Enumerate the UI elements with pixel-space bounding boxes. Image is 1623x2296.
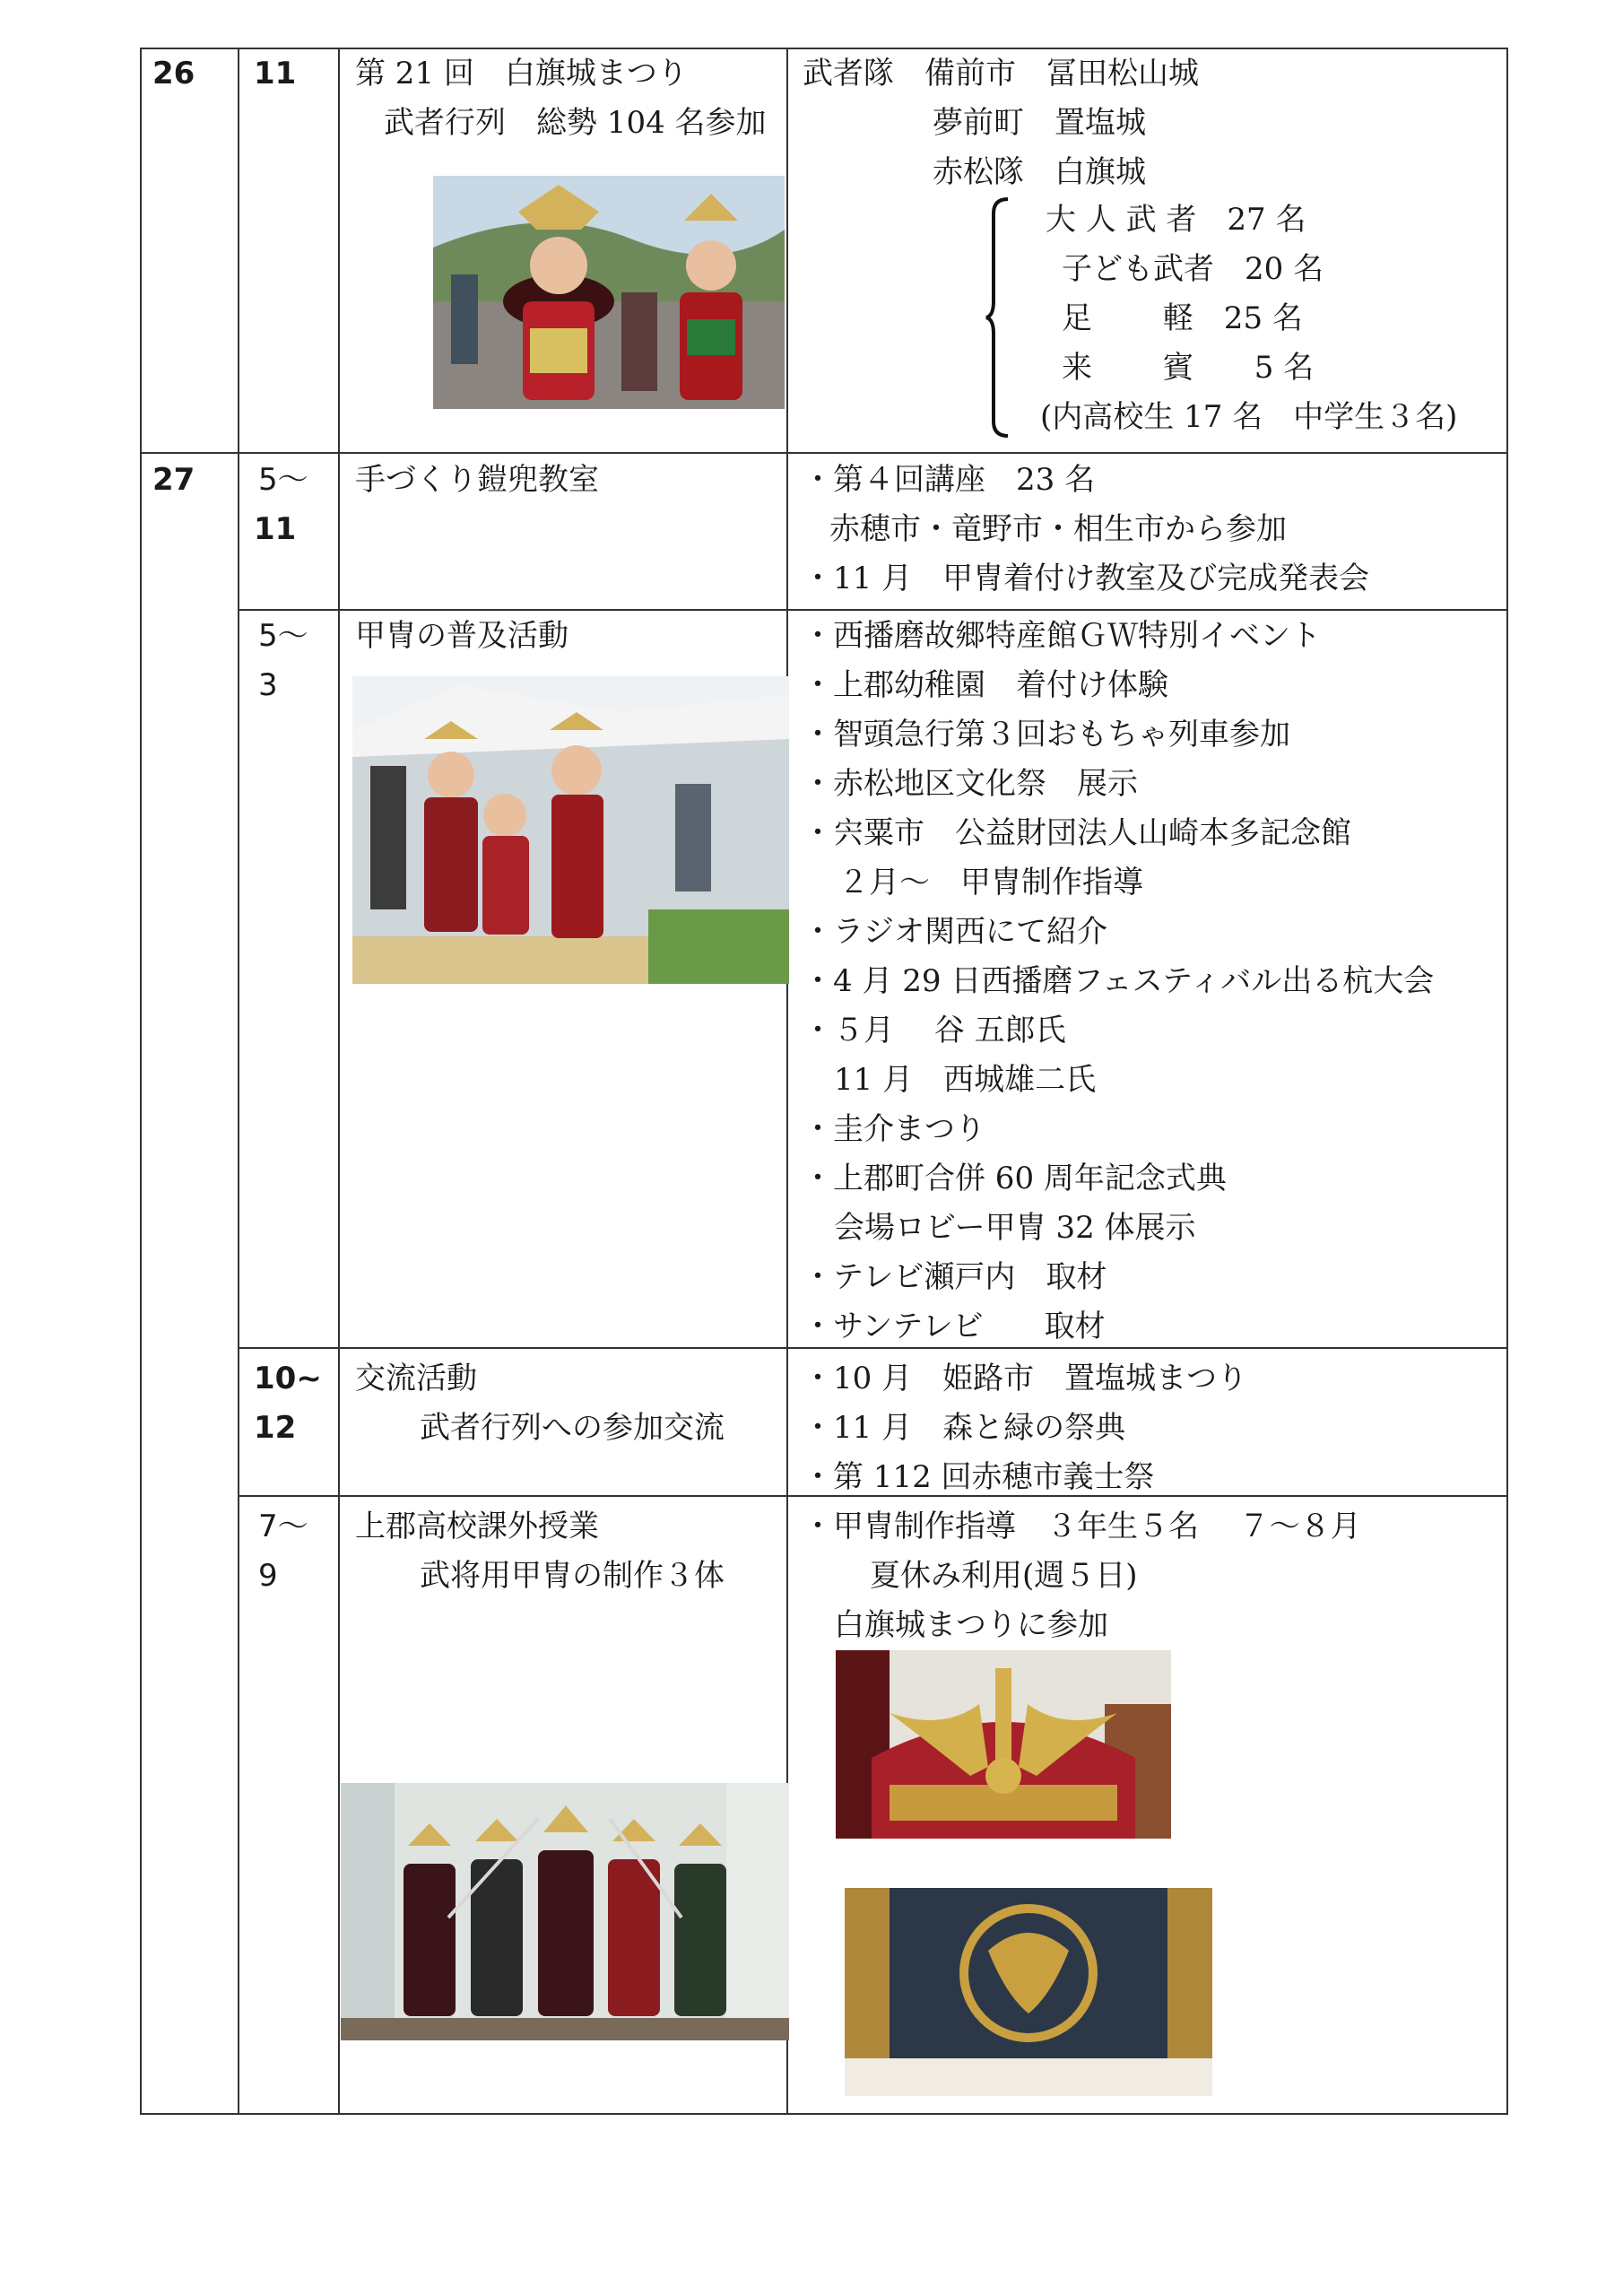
detail-line: 武者隊 備前市 冨田松山城 bbox=[803, 56, 1199, 91]
detail-line: ・上郡町合併 60 周年記念式典 bbox=[803, 1161, 1227, 1196]
event-title: 第 21 回 白旗城まつり bbox=[355, 56, 688, 91]
month-cell: 9 bbox=[258, 1558, 278, 1594]
detail-line: ・赤松地区文化祭 展示 bbox=[803, 766, 1138, 802]
detail-line: 子ども武者 20 名 bbox=[1062, 251, 1324, 287]
year-cell: 27 bbox=[152, 462, 195, 498]
detail-line: ・11 月 森と緑の祭典 bbox=[803, 1410, 1126, 1446]
month-cell: 11 bbox=[254, 511, 297, 547]
detail-line: ・宍粟市 公益財団法人山崎本多記念館 bbox=[803, 815, 1351, 851]
curly-brace bbox=[985, 196, 1011, 439]
detail-line: ・11 月 甲冑着付け教室及び完成発表会 bbox=[803, 561, 1370, 596]
detail-line: 大 人 武 者 27 名 bbox=[1046, 202, 1306, 238]
detail-line: ・サンテレビ 取材 bbox=[803, 1309, 1106, 1344]
photo-kabuto-helmet bbox=[836, 1650, 1171, 1839]
detail-line: ・テレビ瀬戸内 取材 bbox=[803, 1259, 1107, 1295]
month-cell: 10~ bbox=[254, 1361, 322, 1396]
photo-students-armor-group bbox=[341, 1783, 789, 2040]
detail-line: ・圭介まつり bbox=[803, 1111, 985, 1147]
event-title: 交流活動 bbox=[355, 1361, 477, 1396]
detail-line: 11 月 西城雄二氏 bbox=[834, 1062, 1097, 1098]
detail-line: 足 軽 25 名 bbox=[1062, 300, 1303, 336]
month-cell: 12 bbox=[254, 1410, 297, 1446]
detail-line: ２月～ 甲冑制作指導 bbox=[838, 865, 1143, 900]
detail-line: ・智頭急行第３回おもちゃ列車参加 bbox=[803, 717, 1290, 752]
month-cell: 7～ bbox=[258, 1509, 308, 1544]
detail-line: 夢前町 置塩城 bbox=[933, 105, 1146, 141]
detail-line: 夏休み利用(週５日) bbox=[870, 1558, 1138, 1594]
photo-children-armor-tent bbox=[352, 676, 789, 984]
detail-line: ・4 月 29 日西播磨フェスティバル出る杭大会 bbox=[803, 963, 1435, 999]
year-cell: 26 bbox=[152, 56, 195, 91]
detail-line: 赤穂市・竜野市・相生市から参加 bbox=[829, 511, 1287, 547]
detail-line: 白旗城まつりに参加 bbox=[834, 1607, 1108, 1643]
detail-line: ・甲冑制作指導 ３年生５名 ７～８月 bbox=[803, 1509, 1361, 1544]
month-cell: 11 bbox=[254, 56, 297, 91]
event-title: 甲冑の普及活動 bbox=[355, 618, 568, 654]
event-title: 手づくり鎧兜教室 bbox=[355, 462, 599, 498]
photo-armor-crest bbox=[845, 1888, 1212, 2096]
detail-line: ・第４回講座 23 名 bbox=[803, 462, 1096, 498]
detail-line: ・西播磨故郷特産館ＧＷ特別イベント bbox=[803, 618, 1321, 654]
detail-line: 赤松隊 白旗城 bbox=[933, 154, 1146, 190]
detail-line: ・第 112 回赤穂市義士祭 bbox=[803, 1459, 1155, 1495]
month-cell: 3 bbox=[258, 667, 278, 703]
detail-line: ・５月 谷 五郎氏 bbox=[803, 1013, 1066, 1048]
detail-line: ・10 月 姫路市 置塩城まつり bbox=[803, 1361, 1248, 1396]
month-cell: 5～ bbox=[258, 618, 308, 654]
event-subtitle: 武者行列への参加交流 bbox=[420, 1410, 725, 1446]
photo-child-samurai-festival bbox=[433, 176, 785, 409]
detail-line: 来 賓 5 名 bbox=[1062, 350, 1315, 386]
event-subtitle: 武将用甲冑の制作３体 bbox=[420, 1558, 725, 1594]
detail-line: ・上郡幼稚園 着付け体験 bbox=[803, 667, 1168, 703]
detail-line: ・ラジオ関西にて紹介 bbox=[803, 914, 1107, 950]
detail-line: 会場ロビー甲冑 32 体展示 bbox=[834, 1210, 1196, 1246]
detail-line: (内高校生 17 名 中学生３名) bbox=[1040, 399, 1458, 435]
month-cell: 5～ bbox=[258, 462, 308, 498]
event-title: 上郡高校課外授業 bbox=[355, 1509, 599, 1544]
event-subtitle: 武者行列 総勢 104 名参加 bbox=[384, 105, 767, 141]
